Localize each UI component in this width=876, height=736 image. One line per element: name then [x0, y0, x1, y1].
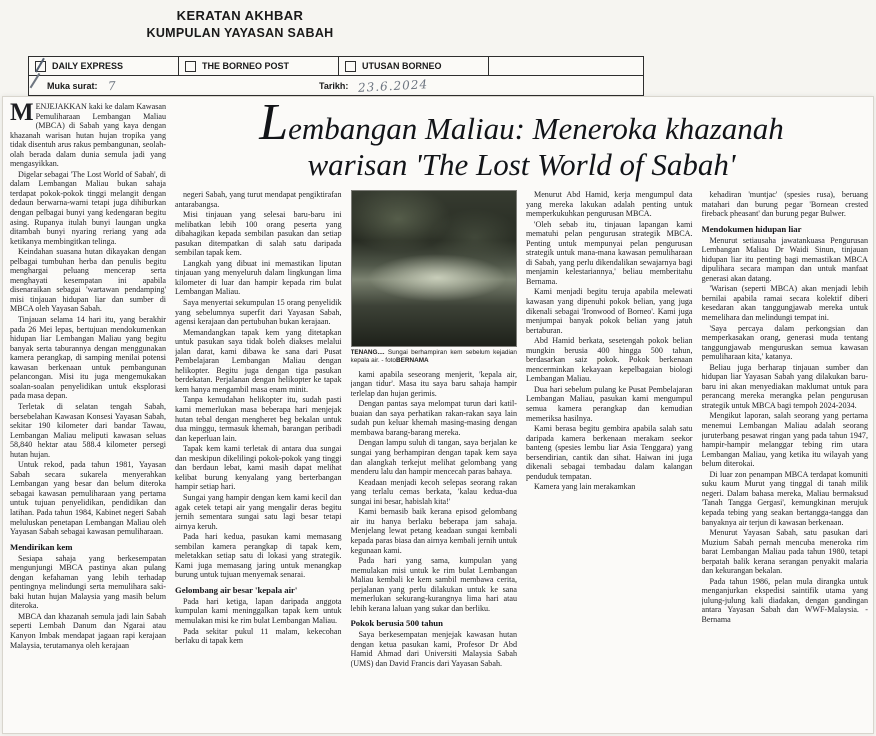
cell-empty	[489, 57, 643, 75]
article-headline	[183, 102, 860, 183]
article-paragraph: Pada tahun 1986, pelan mula dirangka untuk menganjurkan ekspedisi saintifik utama yang julung-julung kali diadakan, dengan gandingan antara Yayasan Sabah dan WWF-Malaysia. - Bernama	[701, 576, 868, 624]
article-column-3-text	[351, 370, 518, 669]
article-paragraph: negeri Sabah, yang turut mendapat pengiktirafan antarabangsa.	[175, 190, 342, 209]
article-body-columns	[175, 190, 868, 733]
article-paragraph: Saya menyertai sekumpulan 15 orang penyelidik yang sebelumnya superfit dari Yayasan Sabah, agensi kerajaan dan pertubuhan bukan kerajaan.	[175, 298, 342, 327]
article-clipping	[2, 96, 874, 734]
newspaper-form	[28, 56, 644, 96]
article-paragraph: Abd Hamid berkata, sesetengah pokok belian mungkin berusia 400 hingga 500 tahun, berdasarkan saiz pokok. Pokok berkenaan mencerminkan kekayaan kepelbagaian biologi Lembangan Maliau.	[526, 336, 693, 384]
article-paragraph: Memandangkan tapak kem yang ditetapkan untuk pasukan saya tidak boleh diakses melalui jalan darat, kami dibawa ke sana dari Pusat Pembelajaran Lembangan Maliau dengan helikopter. Begitu juga dengan tiga pasukan berdekatan. Perjalanan dengan helikopter ke tapak kem hanya mengambil masa enam minit.	[175, 327, 342, 394]
article-paragraph: Keadaan menjadi kecoh selepas seorang rakan yang terlalu cemas berkata, 'kalau kedua-dua sungai ini besar, habislah kita!'	[350, 477, 517, 506]
article-paragraph: Sungai yang hampir dengan kem kami kecil dan agak cetek tetapi air yang mengalir deras begitu jernih sementara sungai satu lagi besar tetapi airnya keruh.	[175, 492, 342, 531]
article-right-region	[175, 102, 868, 733]
article-paragraph: Menurut Abd Hamid, kerja mengumpul data yang mereka lakukan adalah penting untuk memperkukuhkan pengurusan MBCA.	[526, 190, 693, 219]
headline-line2: warisan 'The Lost World of Sabah'	[307, 147, 736, 182]
date-value: 23.6.2024	[358, 76, 429, 95]
page-number-field	[29, 79, 319, 93]
article-paragraph: kami apabila seseorang menjerit, 'kepala air, jangan tidur'. Masa itu saya baru sahaja hampir terlelap dan hujan gerimis.	[350, 369, 517, 398]
article-paragraph: Kami bernasib baik kerana episod gelombang air itu hanya berlaku beberapa jam sahaja. Menjelang lewat petang keadaan sungai kembali kepada paras biasa dan airnya kembali jernih untuk kegunaan kami.	[350, 507, 517, 555]
clipping-header	[40, 8, 440, 40]
article-paragraph: Dua hari sebelum pulang ke Pusat Pembelajaran Lembangan Maliau, pasukan kami mengumpul semua kamera perangkap dan kemudian memeriksa hasilnya.	[526, 384, 693, 423]
caption-credit: BERNAMA	[395, 357, 429, 365]
cell-utusan-borneo	[339, 57, 489, 75]
article-paragraph: Pada sekitar pukul 11 malam, kekecohan berlaku di tapak kem	[175, 626, 342, 646]
newspaper-row	[29, 57, 643, 76]
header-subtitle: KUMPULAN YAYASAN SABAH	[146, 26, 334, 40]
article-paragraph: Dengan lampu suluh di tangan, saya berjalan ke sungai yang berhampiran dengan tapak kem saya dan alangkah terkejut melihat gelombang yang menderu lalu dan hampir mencecah paras bahaya.	[350, 438, 517, 477]
article-column-4	[526, 190, 693, 733]
checkbox-utusan-borneo	[345, 61, 356, 72]
checkbox-daily-express	[35, 61, 46, 72]
article-paragraph: MENJEJAKKAN kaki ke dalam Kawasan Pemuliharaan Lembangan Maliau (MBCA) di Sabah yang kaya dengan khazanah warisan hutan hujan tropika yang tidak disentuh arus rakus pembangunan, seolah-olah berada dalam dunia semula jadi yang mengasyikkan.	[10, 102, 166, 169]
article-paragraph: Kamera yang lain merakamkan	[534, 482, 636, 492]
article-paragraph: Menurut Yayasan Sabah, satu pasukan dari Muzium Sabah pernah mencuba meneroka rim barat Lembangan Maliau pada tahun 1980, tetapi berpatah balik kerana serangan penyakit malaria dan kekurangan bekalan.	[701, 528, 868, 576]
article-column-1	[10, 102, 166, 733]
article-column-2	[175, 190, 342, 733]
page-number-label: Muka surat:	[47, 80, 98, 91]
cell-daily-express	[29, 57, 179, 75]
section-subhead: Gelombang air besar 'kepala air'	[175, 584, 298, 595]
article-paragraph: Kami menjadi begitu teruja apabila melewati kawasan yang dipenuhi pokok belian, yang juga dikenali sebagai 'Ironwood of Borneo'. Kami juga menjumpai banyak pokok belian yang jatuh bertaburan.	[526, 287, 693, 335]
article-paragraph: Saya berkesempatan menjejak kawasan hutan dengan ketua pasukan kami, Profesor Dr Abd Hamid Ahmad dari Universiti Malaysia Sabah (UMS) dan David Francis dari Yayasan Sabah.	[350, 630, 517, 668]
page-date-row	[29, 76, 643, 95]
section-subhead: Mendokumen hidupan liar	[701, 223, 802, 234]
paper-name: UTUSAN BORNEO	[362, 61, 442, 71]
article-paragraph: Digelar sebagai 'The Lost World of Sabah', di dalam Lembangan Maliau bukan sahaja terdapat pokok-pokok tinggi melangit dengan dedaun berwarna-warni tetapi juga dihiburkan dengan pelbagai bunyi yang kedengaran begitu asing. Rupanya itulah bunyi laungan ungka ditambah bunyi nyaring reriang yang ada ketikanya membingitkan telinga.	[10, 169, 166, 246]
article-paragraph: Pada hari kedua, pasukan kami memasang sembilan kamera perangkap di tapak kem, meletakkan setiap satu di lokasi yang strategik. Kami juga memasang jaring untuk menangkap burung untuk tujuan menyemak senarai.	[175, 532, 342, 580]
paper-name: THE BORNEO POST	[202, 61, 290, 71]
article-paragraph: Beliau juga berharap tinjauan sumber dan hidupan liar Yayasan Sabah yang dilakukan baru-baru ini akan menyediakan maklumat untuk para perancang mereka merangka pelan pengurusan strategik untuk MBCA bagi tempoh 2024-2034.	[701, 362, 868, 410]
article-paragraph: Sesiapa sahaja yang berkesempatan mengunjungi MBCA pastinya akan pulang dengan kefahaman yang lebih terhadap pentingnya melindungi serta memulihara saki-baki hutan hujan Malaysia yang masih belum diteroka.	[10, 553, 166, 611]
article-paragraph: Menurut setiausaha jawatankuasa Pengurusan Lembangan Maliau Dr Waidi Sinun, tinjauan hidupan liar itu penting bagi memastikan MBCA dipulihara secara mampan dan untuk manfaat generasi akan datang.	[701, 235, 868, 283]
article-paragraph: 'Oleh sebab itu, tinjauan lapangan kami mematuhi pelan pengurusan strategik MBCA. Penting untuk mempunyai pelan pengurusan strategik untuk mana-mana kawasan pemuliharaan di Sabah, yang perlu dikendalikan sewajarnya bagi menjamin kelestariannya,' beliau memberitahu Bernama.	[526, 219, 693, 286]
article-paragraph: kehadiran 'muntjac' (spesies rusa), beruang matahari dan burung pegar 'Bornean crested fireback pheasant' dan burung pegar Bulwer.	[701, 190, 868, 219]
section-subhead: Mendirikan kem	[10, 541, 73, 552]
article-paragraph: Pada hari ketiga, lapan daripada anggota kumpulan kami meninggalkan tapak kem untuk memulakan misi ke rim bulat Lembangan Maliau.	[175, 596, 342, 625]
date-field	[319, 76, 643, 95]
article-paragraph: Pada hari yang sama, kumpulan yang memulakan misi untuk ke rim bulat Lembangan Maliau kembali ke kem sambil membawa cerita, perjalanan yang perlu dilakukan untuk ke sana memerlukan sekurang-kurangnya lima hari atau lebih kerana laluan yang sukar dan berliku.	[350, 556, 517, 613]
article-photo	[351, 190, 518, 347]
section-subhead: Pokok berusia 500 tahun	[350, 618, 443, 629]
article-paragraph: Tapak kem kami terletak di antara dua sungai dan meskipun dikelilingi pokok-pokok yang tinggi dan berdaun lebat, kami masih dapat melihat kelibat burung kenyalang yang berterbangan hampir setiap hari.	[175, 444, 342, 492]
article-paragraph: Langkah yang dibuat ini memastikan liputan tinjauan yang menyeluruh dalam lingkungan lima kilometer di luar dan hampir kepada rim bulat Lembangan Maliau.	[175, 258, 342, 297]
article-paragraph: Misi tinjauan yang selesai baru-baru ini melibatkan lebih 100 orang peserta yang dibahagikan kepada sembilan pasukan dan setiap pasukan ditempatkan di salah satu daripada sembilan tapak kem.	[175, 210, 342, 258]
article-paragraph: Kami berasa begitu gembira apabila salah satu daripada kamera berkenaan merakam seekor banteng (spesies lembu liar Asia Tenggara) yang bersendirian, cantik dan sihat. Haiwan ini juga dikenali sebagai tembadau dalam kalangan penduduk tempatan.	[526, 424, 693, 481]
tick-mark	[35, 57, 44, 72]
paper-name: DAILY EXPRESS	[52, 61, 124, 71]
article-paragraph: MBCA dan khazanah semula jadi lain Sabah seperti Lembah Danum dan Ngarai atau Kanyon Imbak mendapat jagaan rapi kerajaan Malaysia, terutamanya oleh kerajaan	[10, 611, 166, 650]
article-paragraph: 'Saya percaya dalam perkongsian dan memperkasakan orang, generasi muda tentang tanggungjawab menguruskan semua kawasan pemuliharaan kita,' katanya.	[701, 323, 868, 362]
article-paragraph: Tanpa kemudahan helikopter itu, sudah pasti kami memerlukan masa beberapa hari menjejak hutan tebal dengan mengheret beg bekalan untuk dua minggu, termasuk khemah, barangan peribadi dan keperluan lain.	[175, 395, 342, 443]
article-paragraph: Dengan pantas saya melompat turun dari katil-buaian dan saya perhatikan rakan-rakan saya lain sudah pun keluar khemah masing-masing dengan membawa barang-barang mereka.	[350, 399, 517, 437]
article-paragraph: 'Warisan (seperti MBCA) akan menjadi lebih bernilai apabila ramai secara kolektif diberi kesedaran akan tanggungjawab mereka untuk memelihara dan melindungi tempat ini.	[701, 284, 868, 323]
headline-line1: Lembangan Maliau: Meneroka khazanah	[259, 102, 784, 151]
caption-lead: TENANG....	[350, 349, 385, 356]
article-paragraph: Terletak di selatan tengah Sabah, bersebelahan Kawasan Konsesi Yayasan Sabah, sekitar 190 kilometer dari bandar Tawau, Lembangan Maliau meliputi kawasan seluas 58,840 hektar atau 588.4 kilometer persegi hutan hujan.	[10, 401, 166, 459]
page-number-value: 7	[107, 78, 117, 93]
cell-borneo-post	[179, 57, 339, 75]
date-label: Tarikh:	[319, 80, 349, 91]
article-column-3	[351, 190, 518, 733]
article-paragraph: Keindahan suasana hutan dikayakan dengan pelbagai tumbuhan herba dan penulis begitu menghargai peluang mencerap serta menghayati kesempatan ini apabila disenaraikan sebagai 'wartawan pendamping' misi tinjauan hidupan liar dan sumber di MBCA oleh Yayasan Sabah.	[10, 247, 166, 314]
article-column-5	[702, 190, 869, 733]
header-title: KERATAN AKHBAR	[176, 8, 304, 23]
article-paragraph: Di luar zon penampan MBCA terdapat komuniti suku kaum Murut yang tinggal di tanah milik negeri. Dalam bahasa mereka, Maliau bermaksud 'Tanah Tangga Gergasi', kemungkinan merujuk kepada tebing yang seakan bertangga-tangga dan banyaknya air terjun di kawasan berkenaan.	[701, 469, 868, 527]
caption-text: Sungai berhampiran kem sebelum kejadian kepala air. - foto	[350, 349, 517, 365]
article-paragraph: Untuk rekod, pada tahun 1981, Yayasan Sabah secara sukarela menyerahkan Lembangan yang besar dan belum diteroka sebagai kawasan pemuliharaan yang pertama untuk tujuan penyelidikan, pendidikan dan latihan. Pada tahun 1984, Kabinet negeri Sabah meluluskan penetapan Lembangan Maliau oleh Yayasan Sabah sebagai kawasan pemuliharaan.	[10, 460, 166, 537]
photo-caption	[351, 349, 518, 366]
article-paragraph: Mengikut laporan, salah seorang yang pertama menemui Lembangan Maliau adalah seorang juruterbang pesawat ringan yang pada tahun 1947, hampir-hampir melanggar tebing rim utara Lembangan Maliau, yang ketika itu wilayah yang belum diterokai.	[701, 411, 868, 469]
article-paragraph: Tinjauan selama 14 hari itu, yang berakhir pada 26 Mei lepas, bertujuan mendokumenkan hidupan liar Lembangan Maliau yang begitu banyak serta taburannya dengan menggunakan kamera perangkap, di samping menilai potensi kawasan berkenaan untuk pembangunan pelancongan. Misi itu juga mengemukakan soalan-soalan penyelidikan untuk eksplorasi pada masa depan.	[10, 315, 166, 401]
checkbox-borneo-post	[185, 61, 196, 72]
